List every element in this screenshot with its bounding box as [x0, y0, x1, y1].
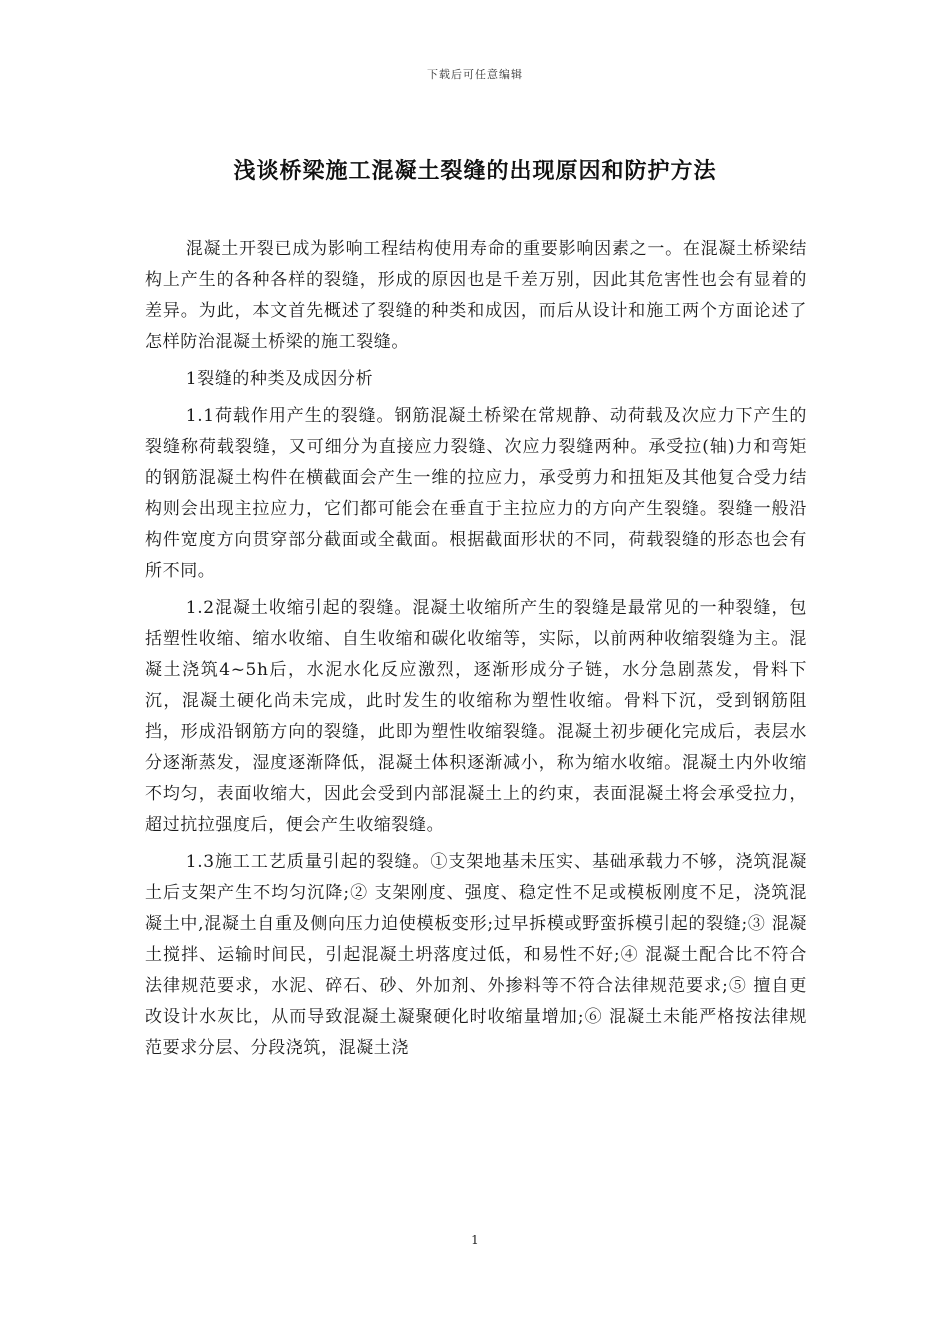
paragraph-construction-cracks: 1.3施工工艺质量引起的裂缝。①支架地基未压实、基础承载力不够，浇筑混凝土后支架产生不均匀沉降;② 支架刚度、强度、稳定性不足或模板刚度不足，浇筑混凝土中,混凝土自重及侧向压力迫使模板变形;过早拆模或野蛮拆模引起的裂缝;③ 混凝土搅拌、运输时间民，引起混凝土坍落度过低，和易性不好;④ 混凝土配合比不符合法律规范要求，水泥、碎石、砂、外加剂、外掺料等不符合法律规范要求;⑤ 擅自更改设计水灰比，从而导致混凝土凝聚硬化时收缩量增加;⑥ 混凝土未能严格按法律规范要求分层、分段浇筑，混凝土浇: [145, 852, 807, 1058]
paragraph-load-cracks: 1.1荷载作用产生的裂缝。钢筋混凝土桥梁在常规静、动荷载及次应力下产生的裂缝称荷载裂缝，又可细分为直接应力裂缝、次应力裂缝两种。承受拉(轴)力和弯矩的钢筋混凝土构件在横截面会产生一维的拉应力，承受剪力和扭矩及其他复合受力结构则会出现主拉应力，它们都可能会在垂直于主拉应力的方向产生裂缝。裂缝一般沿构件宽度方向贯穿部分截面或全截面。根据截面形状的不同，荷载裂缝的形态也会有所不同。: [145, 406, 807, 581]
header-note: 下载后可任意编辑: [427, 68, 523, 81]
paragraph-shrinkage-cracks: 1.2混凝土收缩引起的裂缝。混凝土收缩所产生的裂缝是最常见的一种裂缝，包括塑性收缩、缩水收缩、自生收缩和碳化收缩等，实际，以前两种收缩裂缝为主。混凝土浇筑4~5h后，水泥水化反应激烈，逐渐形成分子链，水分急剧蒸发，骨料下沉，混凝土硬化尚未完成，此时发生的收缩称为塑性收缩。骨料下沉，受到钢筋阻挡，形成沿钢筋方向的裂缝，此即为塑性收缩裂缝。混凝土初步硬化完成后，表层水分逐渐蒸发，湿度逐渐降低，混凝土体积逐渐减小，称为缩水收缩。混凝土内外收缩不均匀，表面收缩大，因此会受到内部混凝土上的约束，表面混凝土将会承受拉力，超过抗拉强度后，便会产生收缩裂缝。: [145, 598, 807, 835]
document-title: 浅谈桥梁施工混凝土裂缝的出现原因和防护方法: [233, 158, 717, 184]
page-number: 1: [471, 1233, 479, 1247]
section-heading: 1裂缝的种类及成因分析: [185, 369, 374, 389]
document-body: [145, 234, 807, 1070]
paragraph-abstract: 混凝土开裂已成为影响工程结构使用寿命的重要影响因素之一。在混凝土桥梁结构上产生的各种各样的裂缝，形成的原因也是千差万别，因此其危害性也会有显着的差异。为此，本文首先概述了裂缝的种类和成因，而后从设计和施工两个方面论述了怎样防治混凝土桥梁的施工裂缝。: [145, 239, 807, 352]
